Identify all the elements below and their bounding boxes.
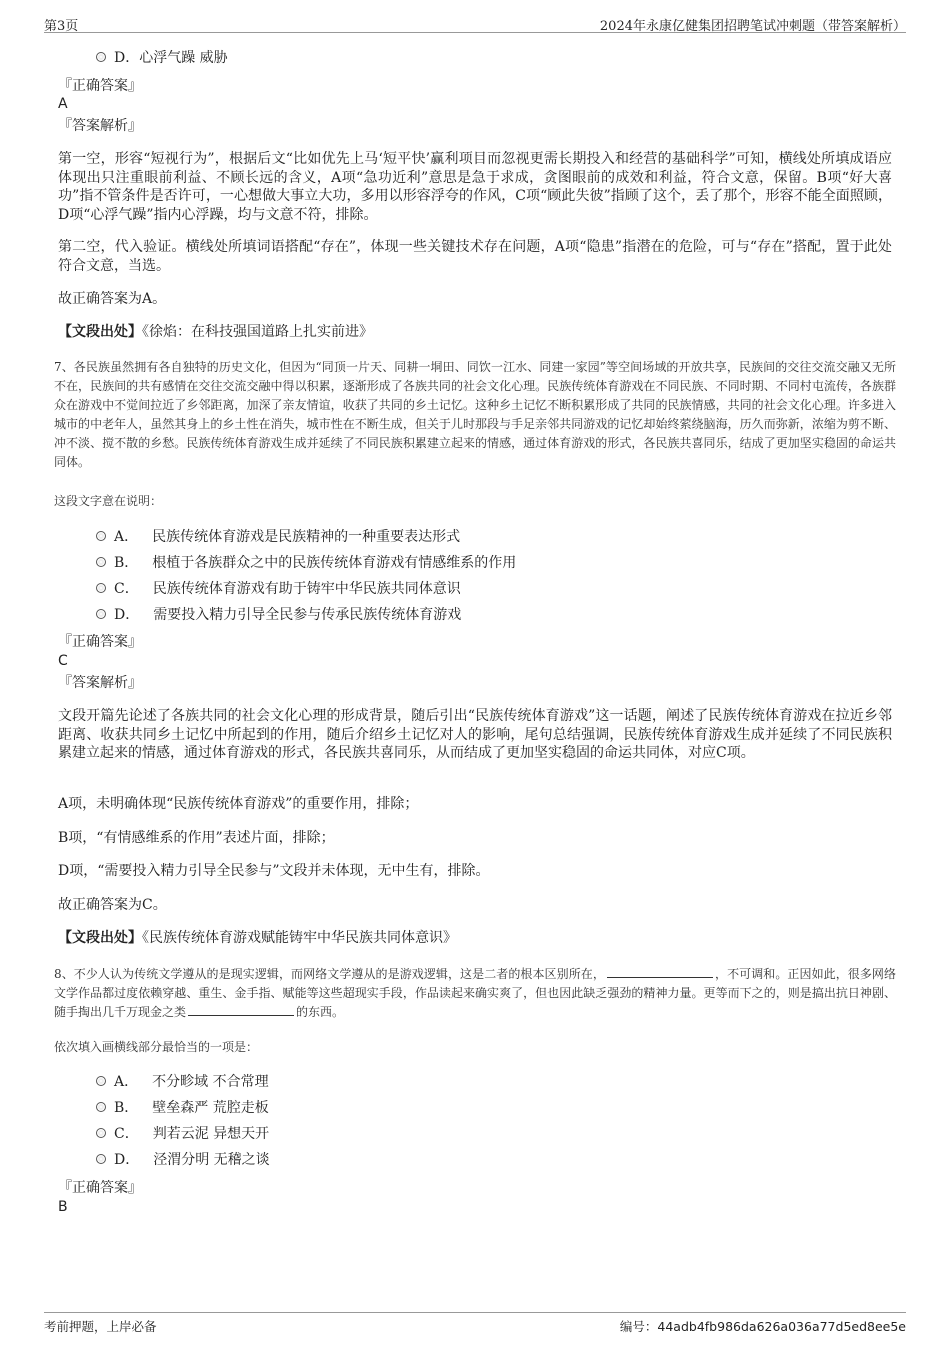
q6-analysis-p3: 故正确答案为A。 (58, 291, 167, 307)
footer-code: 编号：44adb4fb986da626a036a77d5ed8ee5e (619, 1319, 906, 1334)
q6-answer-tag: 『正确答案』 (58, 78, 142, 94)
radio-icon[interactable] (96, 1102, 106, 1112)
q7-stem: 7、各民族虽然拥有各自独特的历史文化，但因为“同顶一片天、同耕一垌田、同饮一江水、同建一家园”等空间场域的开放共享，民族间的交往交流交融又无所不在，民族间的共有感情在交往交流交融中得以积累，逐渐形成了各族共同的社会文化心理。民族传统体育游戏在不同民族、不同时期、不同村屯流传，各族群众在游戏中不觉间拉近了乡邻距离，加深了亲友情谊，收获了共同的乡土记忆。这种乡土记忆不断积累形成了共同的民族情感，共同的社会文化心理。许多进入城市的中老年人，虽然其身上的乡土性在消失，城市性在不断生成，但关于儿时那段与手足亲邻共同游戏的记忆却始终萦绕脑海，历久而弥新，浓缩为剪不断、冲不淡、搅不散的乡愁。民族传统体育游戏生成并延续了不同民族积累建立起来的情感，通过体育游戏的形式，各民族共喜同乐，结成了更加坚实稳固的命运共同体。 (54, 360, 896, 469)
blank-line (188, 1004, 294, 1016)
q8-prompt: 依次填入画横线部分最恰当的一项是： (54, 1040, 259, 1054)
q7-option-c[interactable]: C． 民族传统体育游戏有助于铸牢中华民族共同体意识 (96, 579, 461, 599)
radio-icon[interactable] (96, 583, 106, 593)
q6-option-d[interactable]: D．心浮气躁 威胁 (96, 48, 228, 68)
radio-icon[interactable] (96, 531, 106, 541)
page-header (44, 10, 906, 33)
q6-analysis-tag: 『答案解析』 (58, 118, 142, 134)
document-title: 2024年永康亿健集团招聘笔试冲刺题（带答案解析） (599, 19, 906, 34)
q6-source: 【文段出处】《徐焰：在科技强国道路上扎实前进》 (58, 324, 373, 340)
q7-option-b[interactable]: B． 根植于各族群众之中的民族传统体育游戏有情感维系的作用 (96, 553, 516, 573)
q7-analysis-p5: 故正确答案为C。 (58, 897, 167, 913)
q7-option-d[interactable]: D． 需要投入精力引导全民参与传承民族传统体育游戏 (96, 605, 461, 625)
q7-answer: C (58, 653, 68, 669)
q8-option-d[interactable]: D． 泾渭分明 无稽之谈 (96, 1150, 270, 1170)
q6-answer: A (58, 96, 68, 112)
q7-analysis-tag: 『答案解析』 (58, 675, 142, 691)
q7-source: 【文段出处】《民族传统体育游戏赋能铸牢中华民族共同体意识》 (58, 930, 457, 946)
q6-analysis-p1: 第一空，形容“短视行为”，根据后文“比如优先上马‘短平快’赢利项目而忽视更需长期投入和经营的基础科学”可知，横线处所填成语应体现出只注重眼前利益、不顾长远的含义，A项“急功近利”意思是急于求成，贪图眼前的成效和利益，符合文意，保留。B项“好大喜功”指不管条件是否许可，一心想做大事立大功，多用以形容浮夸的作风，C项“顾此失彼”指顾了这个，丢了那个，形容不能全面照顾，D项“心浮气躁”指内心浮躁，均与文意不符，排除。 (58, 151, 892, 223)
footer-slogan: 考前押题，上岸必备 (44, 1319, 157, 1334)
page-number: 第3页 (44, 19, 79, 34)
q6-analysis-p2: 第二空，代入验证。横线处所填词语搭配“存在”，体现一些关键技术存在问题，A项“隐患”指潜在的危险，可与“存在”搭配，置于此处符合文意，当选。 (58, 239, 892, 274)
q8-option-c[interactable]: C． 判若云泥 异想天开 (96, 1124, 269, 1144)
radio-icon[interactable] (96, 1128, 106, 1138)
radio-icon[interactable] (96, 1076, 106, 1086)
q8-option-a[interactable]: A． 不分畛域 不合常理 (96, 1072, 269, 1092)
q7-analysis-p3: B项，“有情感维系的作用”表述片面，排除； (58, 830, 335, 846)
q8-answer-tag: 『正确答案』 (58, 1180, 142, 1196)
q7-analysis-p2: A项，未明确体现“民族传统体育游戏”的重要作用，排除； (58, 796, 419, 812)
q7-answer-tag: 『正确答案』 (58, 634, 142, 650)
radio-icon[interactable] (96, 609, 106, 619)
q7-analysis-p1: 文段开篇先论述了各族共同的社会文化心理的形成背景，随后引出“民族传统体育游戏”这一话题，阐述了民族传统体育游戏在拉近乡邻距离、收获共同乡土记忆中所起到的作用，随后介绍乡土记忆对人的影响，尾句总结强调，民族传统体育游戏生成并延续了不同民族积累建立起来的情感，通过体育游戏的形式，各民族共喜同乐，从而结成了更加坚实稳固的命运共同体，对应C项。 (58, 708, 892, 761)
q7-option-a[interactable]: A． 民族传统体育游戏是民族精神的一种重要表达形式 (96, 527, 460, 547)
q7-analysis-p4: D项，“需要投入精力引导全民参与”文段并未体现，无中生有，排除。 (58, 863, 490, 879)
q7-prompt: 这段文字意在说明： (54, 494, 163, 508)
q8-stem: 8、不少人认为传统文学遵从的是现实逻辑，而网络文学遵从的是游戏逻辑，这是二者的根本区别所在， ，不可调和。正因如此，很多网络文学作品都过度依赖穿越、重生、金手指、赋能等这些超现实手段，作品读起来确实爽了，但也因此缺乏强劲的精神力量。更等而下之的，则是搞出抗日神剧、随手掏出几千万现金之类 的东西。 (54, 967, 896, 1019)
radio-icon[interactable] (96, 557, 106, 567)
radio-icon[interactable] (96, 1154, 106, 1164)
q8-option-b[interactable]: B． 壁垒森严 荒腔走板 (96, 1098, 269, 1118)
blank-line (607, 966, 713, 978)
radio-icon[interactable] (96, 52, 106, 62)
page-footer (44, 1312, 906, 1334)
q8-answer: B (58, 1199, 68, 1215)
